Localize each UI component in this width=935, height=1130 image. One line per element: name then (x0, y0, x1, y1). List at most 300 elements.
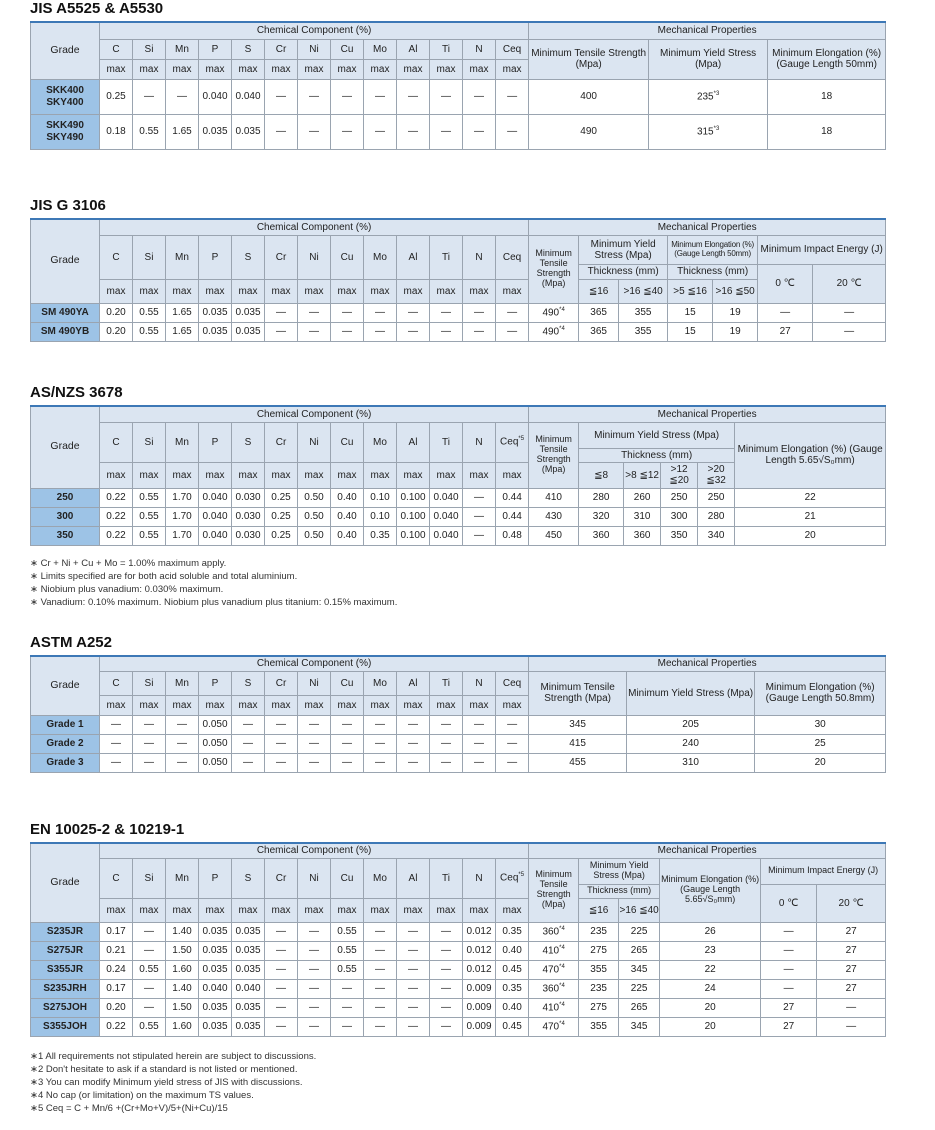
chem-value: — (298, 303, 331, 322)
elongation-value: 20 (660, 998, 761, 1017)
chem-value: — (496, 303, 529, 322)
yield-value: 235 (579, 922, 619, 941)
chem-value: — (397, 715, 430, 734)
chem-value: — (397, 941, 430, 960)
yield-value: 235$^{*3}$ (649, 79, 768, 114)
max-label: max (100, 695, 133, 715)
table-row (31, 507, 886, 526)
max-label: max (397, 898, 430, 922)
max-label: max (364, 462, 397, 488)
element-header: Mn (166, 858, 199, 898)
chem-value: — (331, 1017, 364, 1036)
grade-cell: S235JR (31, 922, 100, 941)
chem-value: — (496, 715, 529, 734)
footnote-ref: *4 (559, 925, 565, 932)
element-header: Ti (430, 858, 463, 898)
spec-table-en-10025 (30, 842, 886, 1037)
thickness-range: ≦16 (579, 279, 619, 303)
chem-value: — (100, 753, 133, 772)
chem-value: — (463, 322, 496, 341)
max-label: max (265, 462, 298, 488)
header-row (31, 858, 886, 884)
max-label: max (199, 898, 232, 922)
max-label: max (430, 279, 463, 303)
footnote-ref: *5 (518, 872, 525, 879)
table-row (31, 979, 886, 998)
chem-value: — (331, 734, 364, 753)
element-header: Cr (265, 235, 298, 279)
max-label: max (364, 59, 397, 79)
chem-value: — (430, 960, 463, 979)
note-line: ∗ Niobium plus vanadium: 0.030% maximum. (30, 584, 224, 595)
chem-value: 1.50 (166, 941, 199, 960)
chem-value: 0.55 (133, 303, 166, 322)
element-header: Si (133, 39, 166, 59)
elongation-value: 22 (735, 488, 886, 507)
tensile-value: 430 (529, 507, 579, 526)
max-label: max (298, 898, 331, 922)
tensile-value: 470$^{*4}$ (529, 1017, 579, 1036)
impact-value: 27 (758, 322, 813, 341)
table-row (31, 488, 886, 507)
max-label: max (133, 898, 166, 922)
grade-cell: Grade 1 (31, 715, 100, 734)
header-row (31, 39, 886, 59)
elongation-value: 18 (768, 114, 886, 149)
yield-value: 300 (661, 507, 698, 526)
impact-value: — (761, 960, 817, 979)
chem-value: — (331, 322, 364, 341)
chem-value: 0.100 (397, 507, 430, 526)
chem-value: 0.40 (496, 941, 529, 960)
chem-value: — (463, 114, 496, 149)
yield-value: 345 (619, 960, 660, 979)
chem-value: — (397, 979, 430, 998)
chem-value: 1.40 (166, 922, 199, 941)
element-header: N (463, 671, 496, 695)
element-header: Cr (265, 39, 298, 59)
chem-header: Chemical Component (%) (100, 22, 529, 39)
impact-value: — (813, 322, 886, 341)
element-header: Cu (331, 422, 364, 462)
footnote-ref: *4 (559, 1020, 565, 1027)
chem-value: — (133, 979, 166, 998)
element-header: C (100, 235, 133, 279)
header-row (31, 656, 886, 671)
section-title: ASTM A252 (30, 634, 112, 651)
chem-value: 0.10 (364, 507, 397, 526)
chem-value: 0.20 (100, 998, 133, 1017)
chem-value: 0.009 (463, 979, 496, 998)
max-label: max (496, 59, 529, 79)
tensile-value: 455 (529, 753, 627, 772)
header-row (31, 406, 886, 422)
chem-value: 0.55 (133, 114, 166, 149)
chem-value: — (430, 1017, 463, 1036)
max-label: max (100, 462, 133, 488)
footnotes (30, 1050, 316, 1115)
chem-value: 0.040 (430, 526, 463, 545)
thickness-range: >8 ≦12 (624, 462, 661, 488)
grade-cell: S355JOH (31, 1017, 100, 1036)
chem-value: 0.050 (199, 715, 232, 734)
footnote-ref: *4 (559, 963, 565, 970)
chem-header: Chemical Component (%) (100, 656, 529, 671)
note-line: ∗4 No cap (or limitation) on the maximum TS values. (30, 1090, 254, 1101)
max-label: max (430, 898, 463, 922)
chem-value: 0.009 (463, 998, 496, 1017)
chem-value: 0.040 (430, 507, 463, 526)
element-header: Ni (298, 422, 331, 462)
section-title: AS/NZS 3678 (30, 384, 123, 401)
chem-value: — (298, 979, 331, 998)
header-row (31, 219, 886, 235)
chem-value: 0.050 (199, 753, 232, 772)
elongation-value: 18 (768, 79, 886, 114)
grade-cell: S275JR (31, 941, 100, 960)
yield-value: 280 (579, 488, 624, 507)
thickness-range: >20 ≦32 (698, 462, 735, 488)
max-label: max (298, 279, 331, 303)
chem-value: 0.012 (463, 960, 496, 979)
element-header: Ceq$^{*5}$ (496, 858, 529, 898)
chem-value: — (364, 114, 397, 149)
chem-value: — (430, 922, 463, 941)
chem-value: 0.22 (100, 1017, 133, 1036)
max-label: max (100, 279, 133, 303)
chem-value: 0.035 (232, 960, 265, 979)
max-label: max (199, 279, 232, 303)
chem-header: Chemical Component (%) (100, 406, 529, 422)
elongation-value: 26 (660, 922, 761, 941)
max-label: max (133, 59, 166, 79)
chem-value: — (265, 979, 298, 998)
element-header: Ti (430, 422, 463, 462)
max-label: max (430, 695, 463, 715)
grade-header: Grade (31, 406, 100, 488)
chem-value: — (265, 1017, 298, 1036)
max-label: max (133, 462, 166, 488)
max-label: max (430, 59, 463, 79)
chem-value: 0.44 (496, 488, 529, 507)
chem-value: — (364, 1017, 397, 1036)
impact-value: — (761, 922, 817, 941)
impact-value: — (758, 303, 813, 322)
chem-value: — (331, 114, 364, 149)
yield-value: 250 (661, 488, 698, 507)
tensile-header: Minimum Tensile Strength (Mpa) (529, 422, 579, 488)
chem-value: — (265, 941, 298, 960)
max-label: max (232, 59, 265, 79)
elongation-header: Minimum Elongation (%) (Gauge Length 50mm) (668, 235, 758, 264)
max-label: max (298, 59, 331, 79)
yield-value: 355 (619, 303, 668, 322)
yield-value: 265 (619, 998, 660, 1017)
footnote-ref: *4 (559, 325, 565, 332)
element-header: N (463, 39, 496, 59)
max-label: max (133, 279, 166, 303)
grade-cell: SKK400 SKY400 (31, 79, 100, 114)
element-header: S (232, 39, 265, 59)
chem-value: 0.035 (232, 998, 265, 1017)
chem-value: — (265, 960, 298, 979)
chem-value: — (397, 998, 430, 1017)
elongation-header: Minimum Elongation (%) (Gauge Length 50mm) (768, 39, 886, 79)
chem-value: — (364, 753, 397, 772)
chem-value: 0.40 (331, 526, 364, 545)
max-label: max (166, 462, 199, 488)
elongation-value: 15 (668, 303, 713, 322)
yield-value: 355 (579, 1017, 619, 1036)
header-row (31, 422, 886, 448)
element-header: P (199, 235, 232, 279)
chem-value: — (133, 998, 166, 1017)
chem-value: — (463, 753, 496, 772)
element-header: Ceq$^{*5}$ (496, 422, 529, 462)
table-row (31, 753, 886, 772)
max-label: max (166, 695, 199, 715)
yield-header: Minimum Yield Stress (Mpa) (579, 235, 668, 264)
tensile-header: Minimum Tensile Strength (Mpa) (529, 235, 579, 303)
chem-value: — (166, 715, 199, 734)
element-header: Ni (298, 858, 331, 898)
spec-table-as-nzs-3678 (30, 405, 886, 546)
grade-cell: SKK490 SKY490 (31, 114, 100, 149)
chem-value: — (364, 79, 397, 114)
max-label: max (166, 279, 199, 303)
element-header: Mo (364, 671, 397, 695)
chem-value: 0.55 (133, 960, 166, 979)
element-header: Cr (265, 422, 298, 462)
element-header: Al (397, 422, 430, 462)
table-row (31, 1017, 886, 1036)
thickness-range: >12 ≦20 (661, 462, 698, 488)
max-label: max (496, 695, 529, 715)
grade-header: Grade (31, 656, 100, 715)
chem-value: 0.55 (331, 941, 364, 960)
chem-value: — (430, 979, 463, 998)
chem-value: — (364, 322, 397, 341)
chem-value: 1.70 (166, 526, 199, 545)
spec-table-astm-a252 (30, 655, 886, 773)
elongation-header: Minimum Elongation (%) (Gauge Length 50.8mm) (755, 671, 886, 715)
table-row (31, 114, 886, 149)
chem-value: 0.10 (364, 488, 397, 507)
impact-value: — (817, 1017, 886, 1036)
thickness-range: >16 ≦50 (713, 279, 758, 303)
max-label: max (298, 695, 331, 715)
impact-value: — (817, 998, 886, 1017)
chem-value: — (133, 715, 166, 734)
chem-header: Chemical Component (%) (100, 219, 529, 235)
grade-cell: 250 (31, 488, 100, 507)
max-label: max (364, 898, 397, 922)
chem-value: — (298, 114, 331, 149)
chem-value: 0.030 (232, 507, 265, 526)
chem-value: 1.60 (166, 1017, 199, 1036)
chem-value: 0.22 (100, 507, 133, 526)
chem-value: — (232, 753, 265, 772)
element-header: Mn (166, 422, 199, 462)
section-astm-a252 (30, 634, 885, 773)
tensile-value: 470$^{*4}$ (529, 960, 579, 979)
chem-value: 0.45 (496, 1017, 529, 1036)
max-label: max (397, 59, 430, 79)
max-label: max (364, 279, 397, 303)
section-en-10025 (30, 821, 885, 1037)
chem-value: 0.21 (100, 941, 133, 960)
grade-cell: S275JOH (31, 998, 100, 1017)
chem-value: 0.035 (199, 322, 232, 341)
chem-value: 0.40 (331, 488, 364, 507)
grade-cell: SM 490YB (31, 322, 100, 341)
element-header: Al (397, 235, 430, 279)
chem-value: 0.040 (199, 79, 232, 114)
chem-value: — (430, 753, 463, 772)
chem-value: — (298, 79, 331, 114)
thickness-range: >16 ≦40 (619, 279, 668, 303)
chem-value: — (298, 734, 331, 753)
thickness-range: >16 ≦40 (619, 898, 660, 922)
impact-value: 27 (761, 998, 817, 1017)
chem-value: — (364, 922, 397, 941)
grade-header: Grade (31, 22, 100, 79)
chem-value: — (397, 960, 430, 979)
chem-value: 0.40 (331, 507, 364, 526)
max-label: max (364, 695, 397, 715)
chem-value: 0.035 (232, 941, 265, 960)
chem-value: 0.035 (199, 941, 232, 960)
max-label: max (166, 898, 199, 922)
elongation-value: 20 (735, 526, 886, 545)
chem-value: 0.55 (133, 322, 166, 341)
max-label: max (199, 59, 232, 79)
chem-value: — (265, 114, 298, 149)
chem-value: 0.035 (199, 303, 232, 322)
chem-value: 0.035 (199, 960, 232, 979)
chem-value: 0.25 (265, 507, 298, 526)
element-header: Al (397, 39, 430, 59)
chem-value: — (397, 79, 430, 114)
chem-value: — (397, 322, 430, 341)
footnote-ref: *5 (518, 436, 525, 443)
element-header: Cu (331, 858, 364, 898)
max-label: max (331, 898, 364, 922)
chem-value: 0.22 (100, 488, 133, 507)
elongation-value: 23 (660, 941, 761, 960)
note-line: ∗ Limits specified are for both acid soluble and total aluminium. (30, 571, 298, 582)
chem-value: 0.50 (298, 526, 331, 545)
yield-value: 340 (698, 526, 735, 545)
yield-header: Minimum Yield Stress (Mpa) (579, 858, 660, 884)
max-label: max (463, 462, 496, 488)
yield-value: 360 (579, 526, 624, 545)
chem-value: 0.040 (199, 507, 232, 526)
chem-value: 0.44 (496, 507, 529, 526)
chem-value: 0.040 (199, 526, 232, 545)
max-label: max (100, 898, 133, 922)
table-row (31, 79, 886, 114)
section-title: JIS A5525 & A5530 (30, 0, 164, 17)
footnote-ref: *4 (559, 982, 565, 989)
thickness-header: Thickness (mm) (579, 448, 735, 462)
chem-value: — (364, 303, 397, 322)
chem-value: — (463, 507, 496, 526)
chem-value: — (496, 753, 529, 772)
chem-value: — (364, 941, 397, 960)
yield-value: 355 (619, 322, 668, 341)
element-header: Mn (166, 235, 199, 279)
max-label: max (331, 279, 364, 303)
max-label: max (397, 695, 430, 715)
chem-value: 0.55 (133, 507, 166, 526)
element-header: P (199, 858, 232, 898)
chem-value: — (496, 322, 529, 341)
elongation-value: 19 (713, 322, 758, 341)
max-label: max (331, 59, 364, 79)
chem-value: — (463, 488, 496, 507)
table-row (31, 941, 886, 960)
max-label: max (496, 462, 529, 488)
element-header: Al (397, 858, 430, 898)
chem-value: — (331, 753, 364, 772)
yield-value: 235 (579, 979, 619, 998)
element-header: N (463, 422, 496, 462)
chem-value: 0.20 (100, 322, 133, 341)
elongation-value: 20 (755, 753, 886, 772)
max-label: max (397, 279, 430, 303)
temp-header: 20 ℃ (813, 264, 886, 303)
tensile-value: 490$^{*4}$ (529, 303, 579, 322)
yield-value: 265 (619, 941, 660, 960)
chem-value: 1.65 (166, 303, 199, 322)
chem-value: 0.050 (199, 734, 232, 753)
yield-value: 365 (579, 322, 619, 341)
chem-value: — (133, 734, 166, 753)
footnote-ref: *4 (559, 944, 565, 951)
element-header: Si (133, 858, 166, 898)
table-row (31, 960, 886, 979)
tensile-value: 490$^{*4}$ (529, 322, 579, 341)
impact-header: Minimum Impact Energy (J) (761, 858, 886, 884)
max-label: max (298, 462, 331, 488)
impact-value: 27 (817, 922, 886, 941)
chem-value: — (496, 734, 529, 753)
chem-value: — (265, 322, 298, 341)
chem-value: 0.55 (331, 960, 364, 979)
table-row (31, 322, 886, 341)
tensile-header: Minimum Tensile Strength (Mpa) (529, 858, 579, 922)
chem-value: 0.55 (133, 526, 166, 545)
mech-header: Mechanical Properties (529, 22, 886, 39)
chem-value: 1.50 (166, 998, 199, 1017)
chem-value: — (298, 960, 331, 979)
chem-value: — (397, 753, 430, 772)
chem-value: — (298, 941, 331, 960)
yield-value: 260 (624, 488, 661, 507)
chem-value: 0.35 (496, 979, 529, 998)
chem-value: — (496, 114, 529, 149)
max-label: max (463, 279, 496, 303)
chem-value: — (265, 753, 298, 772)
note-line: ∗ Cr + Ni + Cu + Mo = 1.00% maximum apply. (30, 558, 227, 569)
table-row (31, 734, 886, 753)
element-header: S (232, 235, 265, 279)
element-header: Ti (430, 39, 463, 59)
chem-value: — (100, 715, 133, 734)
chem-value: 1.60 (166, 960, 199, 979)
chem-value: 0.035 (232, 303, 265, 322)
